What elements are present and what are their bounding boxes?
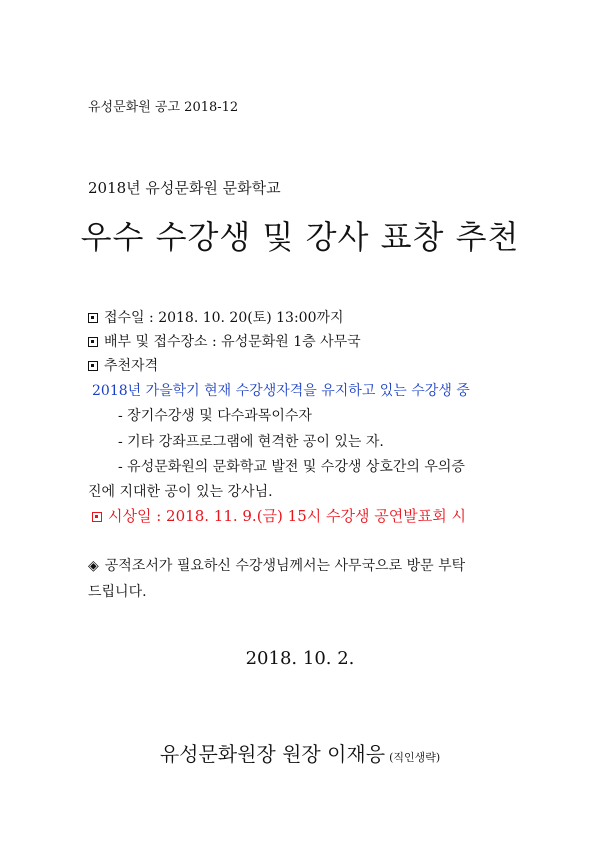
criteria-item-3: - 유성문화원의 문화학교 발전 및 수강생 상호간의 우의증 (118, 459, 465, 475)
qualification-heading: 추천자격 (88, 355, 158, 375)
place-line: 배부 및 접수장소 : 유성문화원 1층 사무국 (88, 331, 361, 351)
square-bullet-icon (88, 337, 98, 347)
reception-date-line: 접수일 : 2018. 10. 20(토) 13:00까지 (88, 307, 344, 327)
document-date: 2018. 10. 2. (245, 648, 355, 669)
square-bullet-icon (88, 361, 98, 371)
criteria-item-1: - 장기수강생 및 다수과목이수자 (118, 408, 312, 424)
document-title: 우수 수강생 및 강사 표창 추천 (80, 218, 520, 256)
award-date-line: 시상일 : 2018. 11. 9.(금) 15시 수강생 공연발표회 시 (92, 505, 466, 526)
diamond-bullet-icon: ◈ (88, 558, 99, 574)
square-bullet-icon (92, 512, 102, 522)
document-subtitle: 2018년 유성문화원 문화학교 (88, 179, 281, 197)
signature-line (0, 738, 600, 767)
criteria-item-2: - 기타 강좌프로그램에 현격한 공이 있는 자. (118, 434, 384, 450)
notice-number: 유성문화원 공고 2018-12 (88, 100, 239, 115)
seal-note: (직인생략) (389, 751, 441, 764)
note-line-1: ◈ 공적조서가 필요하신 수강생님께서는 사무국으로 방문 부탁 (88, 558, 466, 574)
criteria-item-3-continued: 진에 지대한 공이 있는 강사님. (88, 484, 273, 500)
square-bullet-icon (88, 313, 98, 323)
signer-name: 유성문화원장 원장 이재응 (159, 742, 386, 766)
note-line-2: 드립니다. (88, 584, 147, 600)
qualification-lead: 2018년 가을학기 현재 수강생자격을 유지하고 있는 수강생 중 (92, 383, 470, 399)
